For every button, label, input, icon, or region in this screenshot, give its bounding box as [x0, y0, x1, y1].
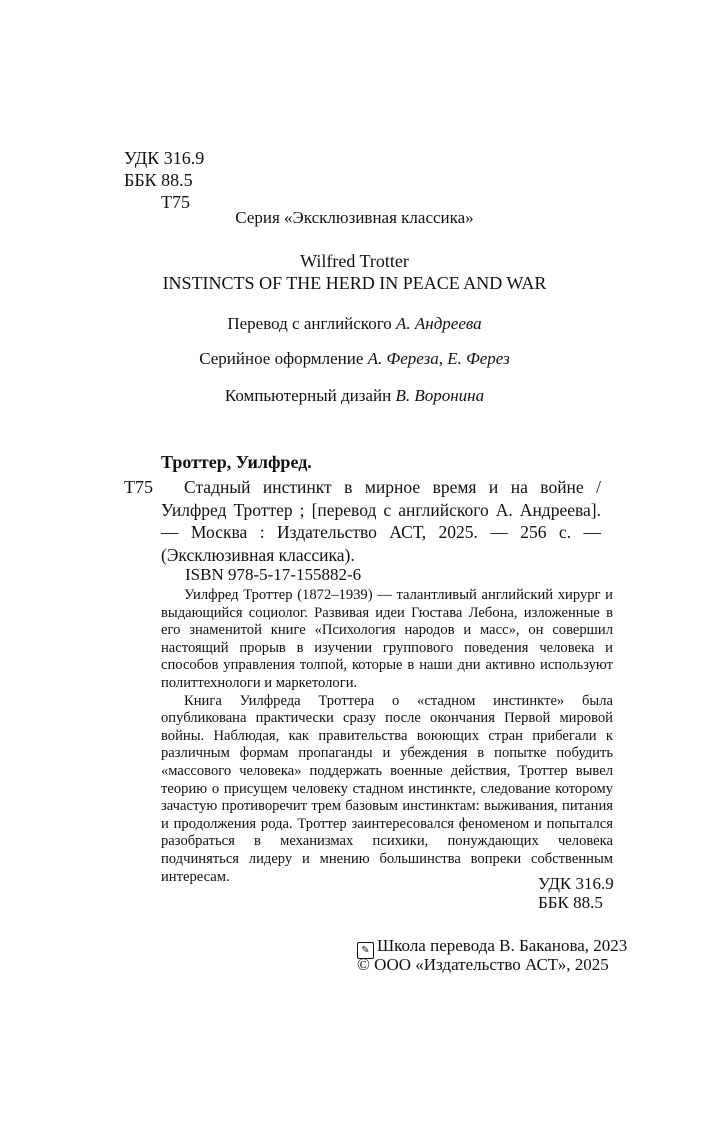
credit-name: В. Воронина — [395, 386, 485, 405]
copyright-translation-text: Школа перевода В. Баканова, 2023 — [377, 936, 628, 955]
copyright-publisher: © ООО «Издательство АСТ», 2025 — [357, 955, 609, 974]
original-author: Wilfred Trotter — [300, 251, 409, 271]
credit-series-design — [0, 349, 709, 369]
credit-computer-design — [0, 386, 709, 406]
bibliographic-description — [161, 476, 601, 566]
credit-role: Серийное оформление — [199, 349, 364, 368]
bibliographic-sign: Т75 — [124, 477, 153, 497]
original-title: INSTINCTS OF THE HERD IN PEACE AND WAR — [162, 273, 547, 293]
author-sign: Т75 — [161, 192, 190, 212]
bbk-code: ББК 88.5 — [124, 170, 193, 190]
credit-name: А. Андреева — [396, 314, 482, 333]
annotation-paragraph: Книга Уилфреда Троттера о «стадном инстинкте» была опубликована практически сразу после окончания Первой мировой войны. Наблюдая, как правительства воюющих стран прибегали к различным формам пропаганды и убеждения в попытке побудить «массового человека» поддержать военные действия, Троттер вывел теорию о присущем человеку стадном инстинкте, следование которому зачастую противоречит трем базовым инстинктам: выживания, питания и продолжения рода. Троттер заинтересовался феноменом и попытался разобраться в механизмах психики, понуждающих человека подчиняться лидеру и мнению большинства вопреки собственным интересам. — [161, 692, 613, 885]
isbn: ISBN 978-5-17-155882-6 — [185, 565, 362, 584]
udk-code: УДК 316.9 — [124, 148, 205, 168]
credit-name: А. Фереза, Е. Ферез — [367, 349, 510, 368]
annotation — [161, 587, 613, 886]
translation-copyright-icon: ✎ — [357, 942, 374, 959]
bottom-bbk-code: ББК 88.5 — [538, 893, 603, 912]
credit-translation — [0, 314, 709, 334]
credit-role: Компьютерный дизайн — [224, 386, 392, 405]
bibliographic-author-heading: Троттер, Уилфред. — [161, 452, 312, 472]
credit-role: Перевод с английского — [227, 314, 392, 333]
bibliographic-description-text: Стадный инстинкт в мирное время и на войне / Уилфред Троттер ; [перевод с английского А. Андреева]. — Москва : Издательство АСТ, 2025. — 256 с. — (Эксклюзивная классика). — [161, 477, 601, 565]
series-title: Серия «Эксклюзивная классика» — [235, 208, 474, 227]
annotation-paragraph: Уилфред Троттер (1872–1939) — талантливый английский хирург и выдающийся социолог. Развивая идеи Гюстава Лебона, изложенные в его знаменитой книге «Психология народов и масс», он совершил настоящий прорыв в изучении группового поведения человека и способов управления толпой, которые в наши дни активно используют политтехнологи и маркетологи. — [161, 587, 613, 691]
bottom-udk-code: УДК 316.9 — [538, 874, 614, 893]
